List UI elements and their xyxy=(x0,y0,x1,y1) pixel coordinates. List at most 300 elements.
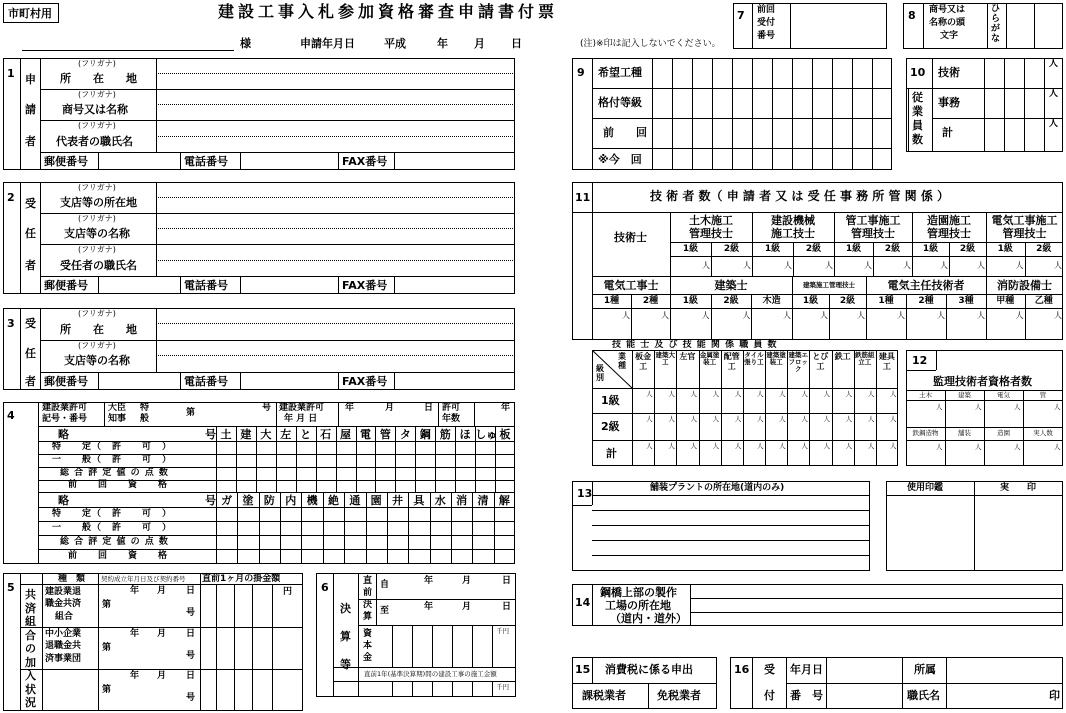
s11-group-3-l2: 管理技士 xyxy=(927,227,971,240)
trade2-header-12: 清 xyxy=(477,494,489,507)
skilled-row-3: 計 xyxy=(606,447,617,460)
s16-name-field[interactable] xyxy=(948,685,1046,707)
trade-header-8: 管 xyxy=(379,428,391,441)
skilled-nin-6-1: 人 xyxy=(779,415,786,423)
s1-company-field[interactable] xyxy=(158,105,513,119)
s14-label2: 工場の所在地 xyxy=(605,599,671,612)
box8-hiragana: ひらがな xyxy=(991,4,1001,44)
skilled-trade-6: 建築塗装工 xyxy=(766,351,786,366)
trade-header-7: 電 xyxy=(359,428,371,441)
s5-day-0: 日 xyxy=(186,586,196,596)
s6-to-month: 月 xyxy=(462,602,472,612)
s6-c1-2: 前 xyxy=(363,588,373,598)
s11-row2-nin-2: 人 xyxy=(701,311,710,320)
s3-postal-label: 郵便番号 xyxy=(44,375,88,388)
s11-group-0-g1: 1級 xyxy=(682,244,699,254)
s2-furigana-2: (フリガナ) xyxy=(78,214,116,223)
skilled-nin-1-1: 人 xyxy=(668,415,675,423)
skilled-trade-11: 建具工 xyxy=(878,352,895,371)
s5-year-2: 年 xyxy=(130,671,140,681)
s4-number: 4 xyxy=(7,409,15,422)
s6-capital-3: 金 xyxy=(363,653,373,663)
s5-r1-l3: 組合 xyxy=(55,612,74,622)
skilled-trade-7: 建築エフロック xyxy=(788,351,808,373)
box7-label3: 番号 xyxy=(757,31,776,41)
trade-header-11: 筋 xyxy=(439,428,451,441)
skilled-nin-4-1: 人 xyxy=(734,415,742,423)
trade2-header-4: 機 xyxy=(306,494,318,507)
skilled-nin-10-1: 人 xyxy=(867,415,875,423)
s4-row-ippan-1: 一 般（ 許 可 ） xyxy=(52,455,173,465)
s11-row2-nin-7: 人 xyxy=(897,311,905,320)
s11-row2-sub-3: 2級 xyxy=(723,296,739,306)
trade-header-3: 左 xyxy=(280,428,292,441)
s6-c1-1: 直 xyxy=(363,576,373,586)
s9-desired-trade: 希望工種 xyxy=(598,66,642,79)
s1-furigana-3: (フリガナ) xyxy=(78,121,116,130)
skilled-nin-8-1: 人 xyxy=(823,415,830,423)
skilled-corner-trade: 業種 xyxy=(618,352,626,370)
s2-fax-field[interactable] xyxy=(395,277,513,293)
seal-real-label: 実 印 xyxy=(1000,483,1037,493)
s1-company-label: 商号又は名称 xyxy=(62,103,128,116)
s5-go-1: 号 xyxy=(186,651,196,661)
s10-side-1: 従 xyxy=(912,91,923,104)
s11-row2-group-4: 消防設備士 xyxy=(997,279,1052,292)
s14-factory-field[interactable] xyxy=(692,586,1061,624)
s5-dai-2: 第 xyxy=(102,685,112,695)
s4-years-label1: 許可 xyxy=(442,403,461,413)
s4-go-label-2: 号 xyxy=(205,494,216,507)
s16-number-label: 番 号 xyxy=(790,689,823,702)
s12-col2-3: 実人数 xyxy=(1033,429,1053,437)
s5-side-3: 合 xyxy=(25,628,36,642)
s4-governor: 知事 xyxy=(108,414,127,424)
year-label: 年 xyxy=(437,37,448,50)
s6-note: 直前1年(基準決算期)間の建設工事の施工金額 xyxy=(364,670,497,678)
s6-number: 6 xyxy=(321,581,329,594)
s1-postal-field[interactable] xyxy=(99,153,179,169)
box7-label1: 前回 xyxy=(757,5,776,15)
s3-side-3: 者 xyxy=(25,375,36,388)
s4-abbr-label-2: 略 xyxy=(58,494,69,507)
s3-branch-name-field[interactable] xyxy=(158,356,513,370)
s3-phone-field[interactable] xyxy=(241,373,337,389)
s11-group-2-g2: 2級 xyxy=(884,244,901,254)
s11-row2-group-1: 建築士 xyxy=(714,279,748,292)
s14-number: 14 xyxy=(575,596,591,609)
s12-nin2-0: 人 xyxy=(936,443,943,451)
skilled-nin-11-0: 人 xyxy=(890,390,897,398)
s5-day-1: 日 xyxy=(186,629,196,639)
trade2-header-10: 水 xyxy=(434,494,446,507)
s11-group-2-nin1: 人 xyxy=(864,261,872,270)
trade-header-14: 板 xyxy=(499,428,511,441)
s10-tech: 技術 xyxy=(938,66,960,79)
s1-furigana-2: (フリガナ) xyxy=(78,90,116,99)
skilled-nin-11-1: 人 xyxy=(890,415,897,423)
s3-phone-label: 電話番号 xyxy=(184,375,228,388)
s11-group-0-l1: 土木施工 xyxy=(689,214,733,227)
s5-yen: 円 xyxy=(283,587,293,597)
s4-date-label1: 建設業許可 xyxy=(279,403,325,413)
s2-postal-field[interactable] xyxy=(99,277,179,293)
s15-title: 消費税に係る申出 xyxy=(605,663,693,676)
section-11 xyxy=(572,182,1063,340)
s11-number: 11 xyxy=(575,191,591,204)
s6-from-day: 日 xyxy=(502,576,512,586)
s12-title: 監理技術者資格者数 xyxy=(933,375,1032,388)
s10-nin-2: 人 xyxy=(1049,89,1059,99)
box-8 xyxy=(903,3,1063,49)
s11-group-4-nin1: 人 xyxy=(1015,261,1024,270)
s4-go: 号 xyxy=(262,403,272,413)
s4-go-label-1: 号 xyxy=(205,428,216,441)
s11-group-2-nin2: 人 xyxy=(903,261,911,270)
s11-row2-sub-1: 2種 xyxy=(642,296,659,306)
s5-number: 5 xyxy=(7,581,15,594)
seal-used-label: 使用印鑑 xyxy=(907,483,944,493)
trade2-header-7: 園 xyxy=(370,494,382,507)
skilled-nin-9-2: 人 xyxy=(845,442,853,450)
s4-minister: 大臣 xyxy=(108,403,127,413)
s6-c1-3: 決 xyxy=(363,600,373,610)
s3-fax-field[interactable] xyxy=(395,373,513,389)
s2-branch-address-field[interactable] xyxy=(158,198,513,212)
s16-number: 16 xyxy=(734,663,750,676)
s3-address-label: 所 在 地 xyxy=(60,323,137,336)
s10-total: 計 xyxy=(942,126,953,139)
skilled-nin-10-2: 人 xyxy=(867,442,875,450)
s3-address-field[interactable] xyxy=(158,324,513,338)
s6-thousand-1: 千円 xyxy=(496,627,509,635)
trade2-header-2: 防 xyxy=(263,494,275,507)
s12-nin2-1: 人 xyxy=(975,443,982,451)
s5-year-0: 年 xyxy=(130,586,140,596)
skilled-nin-2-1: 人 xyxy=(690,415,697,423)
s4-nen: 年 xyxy=(501,403,511,413)
s16-name-label: 職氏名 xyxy=(907,689,940,702)
s1-rep-label: 代表者の職氏名 xyxy=(56,135,133,148)
s5-col-type: 種 類 xyxy=(58,574,86,584)
s11-group-1-l1: 建設機械 xyxy=(771,214,815,227)
s11-title: 技 術 者 数（ 申 請 者 又 は 受 任 事 務 所 管 関 係 ） xyxy=(650,189,950,203)
s5-r2-l1: 中小企業 xyxy=(45,629,82,639)
s4-row-score-2: 総 合 評 定 値 の 点 数 xyxy=(60,537,169,547)
s2-furigana-1: (フリガナ) xyxy=(78,183,116,192)
s1-fax-field[interactable] xyxy=(395,153,513,169)
s1-furigana-1: (フリガナ) xyxy=(78,59,116,68)
s11-group-3-nin1: 人 xyxy=(940,261,948,270)
trade-header-10: 鋼 xyxy=(419,428,431,441)
skilled-nin-4-0: 人 xyxy=(734,390,742,398)
trade-header-0: 土 xyxy=(220,428,232,441)
skilled-nin-3-1: 人 xyxy=(712,415,720,423)
s11-row2-sub-8: 2種 xyxy=(918,296,934,306)
addressee-line xyxy=(22,50,234,51)
trade-header-2: 大 xyxy=(260,428,272,441)
s12-col2-1: 舗装 xyxy=(958,429,971,437)
s5-col-monthly: 直前1ヶ月の掛金額 xyxy=(202,574,281,584)
trade-header-5: 石 xyxy=(320,428,332,441)
skilled-nin-6-0: 人 xyxy=(779,390,786,398)
box7-number: 7 xyxy=(737,9,745,22)
s15-exempt-option[interactable]: 免税業者 xyxy=(657,689,701,702)
s11-group-4-g2: 2級 xyxy=(1036,244,1052,254)
s5-side-4: の xyxy=(25,642,36,655)
s5-col-contract: 契約成立年月日及び契約番号 xyxy=(101,575,186,583)
trade2-header-5: 絶 xyxy=(327,494,339,507)
s1-phone-field[interactable] xyxy=(241,153,337,169)
s15-taxable-option[interactable]: 課税業者 xyxy=(582,689,626,702)
trade2-header-6: 通 xyxy=(349,494,361,507)
s3-postal-field[interactable] xyxy=(99,373,179,389)
s9-previous: 前 回 xyxy=(603,126,647,139)
s2-furigana-3: (フリガナ) xyxy=(78,245,116,254)
skilled-trade-4: 配管工 xyxy=(723,352,740,371)
s4-row-score-1: 総 合 評 定 値 の 点 数 xyxy=(60,468,169,478)
s6-from: 自 xyxy=(380,580,390,590)
s2-branch-name-field[interactable] xyxy=(158,229,513,243)
s2-number: 2 xyxy=(7,191,15,204)
s9-number: 9 xyxy=(577,66,585,79)
s5-side-0: 共 xyxy=(25,588,36,601)
s5-r2-l2: 退職金共 xyxy=(45,641,82,651)
skilled-nin-1-2: 人 xyxy=(668,442,675,450)
note-text: (注)※印は記入しないでください。 xyxy=(580,39,721,49)
date-label: 申請年月日 xyxy=(300,37,355,50)
s12-col1-0: 土木 xyxy=(919,391,932,399)
s2-phone-field[interactable] xyxy=(241,277,337,293)
s11-row2-group-0: 電気工事士 xyxy=(603,279,659,292)
skilled-nin-7-2: 人 xyxy=(801,442,808,450)
s11-group-1-g1: 1級 xyxy=(764,244,781,254)
s11-row2-sub-6: 2級 xyxy=(839,296,856,306)
trade2-header-13: 解 xyxy=(498,494,510,507)
s3-furigana-2: (フリガナ) xyxy=(78,341,116,350)
skilled-nin-7-1: 人 xyxy=(801,415,808,423)
s11-group-1-l2: 施工技士 xyxy=(771,227,815,240)
month-label: 月 xyxy=(474,37,485,50)
skilled-trade-9: 鉄工 xyxy=(834,352,851,361)
seal-used-field[interactable] xyxy=(888,497,972,569)
trade2-header-9: 具 xyxy=(413,494,425,507)
s5-side-5: 加 xyxy=(25,655,36,669)
s11-group-1-g2: 2級 xyxy=(805,244,822,254)
skilled-nin-1-0: 人 xyxy=(668,390,675,398)
s2-postal-label: 郵便番号 xyxy=(44,279,88,292)
s2-phone-label: 電話番号 xyxy=(184,279,228,292)
s6-c1-4: 算 xyxy=(363,612,373,622)
skilled-nin-6-2: 人 xyxy=(779,442,786,450)
s2-side-3: 者 xyxy=(25,259,36,272)
page-title: 建設工事入札参加資格審査申請書付票 xyxy=(218,2,559,21)
trade2-header-0: ガ xyxy=(221,494,233,507)
skilled-trade-0: 板金工 xyxy=(635,352,652,371)
s6-capital-2: 本 xyxy=(363,641,373,651)
day-label: 日 xyxy=(511,37,522,50)
box8-label1: 商号又は xyxy=(929,5,966,15)
skilled-nin-11-2: 人 xyxy=(890,442,897,450)
s6-side-2: 算 xyxy=(340,630,351,643)
s4-month: 月 xyxy=(385,403,395,413)
s12-col1-2: 電気 xyxy=(997,391,1010,399)
s4-license-label2: 記号・番号 xyxy=(42,414,88,424)
s11-group-1-nin2: 人 xyxy=(825,261,833,270)
s5-dai-1: 第 xyxy=(102,643,112,653)
s12-col1-3: 管 xyxy=(1039,391,1047,399)
s11-row2-nin-8: 人 xyxy=(937,311,945,320)
s2-agent-field[interactable] xyxy=(158,261,513,275)
s10-side-2: 業 xyxy=(912,105,923,118)
s11-row2-nin-1: 人 xyxy=(661,311,669,320)
trade-header-4: と xyxy=(300,428,312,441)
skilled-nin-4-2: 人 xyxy=(734,442,742,450)
s3-furigana-1: (フリガナ) xyxy=(78,309,116,318)
skilled-nin-8-2: 人 xyxy=(823,442,830,450)
era-label: 平成 xyxy=(384,37,406,50)
s11-row2-sub-4: 木造 xyxy=(762,296,781,306)
skilled-trade-3: 金属塗装工 xyxy=(699,351,720,366)
s11-row2-nin-10: 人 xyxy=(1015,311,1024,320)
s10-number: 10 xyxy=(910,66,926,79)
s1-side-3: 者 xyxy=(25,135,36,148)
s4-general: 般 xyxy=(140,414,150,424)
skilled-trade-8: とび工 xyxy=(812,352,829,371)
s12-col2-0: 鉄鋼造物 xyxy=(912,429,939,437)
s4-dai: 第 xyxy=(186,408,196,418)
s16-date-label: 年月日 xyxy=(790,663,823,676)
trade-header-9: タ xyxy=(399,428,411,441)
s16-receive: 受 xyxy=(764,663,775,676)
s11-group-4-nin2: 人 xyxy=(1054,261,1062,270)
s11-group-3-g2: 2級 xyxy=(959,244,976,254)
s11-tech-label: 技術士 xyxy=(614,231,647,244)
s11-group-2-l2: 管理技士 xyxy=(851,227,895,240)
skilled-nin-0-1: 人 xyxy=(646,415,653,423)
s3-number: 3 xyxy=(7,317,15,330)
s1-side-1: 申 xyxy=(25,73,36,86)
s6-side-3: 等 xyxy=(340,658,351,671)
seal-real-field[interactable] xyxy=(976,497,1061,569)
trade2-header-8: 井 xyxy=(392,494,404,507)
s11-row2-nin-4: 人 xyxy=(783,311,791,320)
s4-license-label1: 建設業許可 xyxy=(42,403,88,413)
s6-side-1: 決 xyxy=(340,602,351,615)
skilled-trade-2: 左官 xyxy=(679,352,696,361)
box8-label3: 文字 xyxy=(940,31,959,41)
skilled-row-2: 2級 xyxy=(601,420,620,433)
s12-nin2-3: 人 xyxy=(1054,443,1061,451)
skilled-nin-2-0: 人 xyxy=(690,390,697,398)
s5-side-1: 済 xyxy=(25,601,36,615)
prev-receipt-number-field[interactable] xyxy=(792,6,882,46)
s5-side-6: 入 xyxy=(25,669,36,682)
s11-row2-sub-9: 3種 xyxy=(958,296,974,306)
s2-branch-name-label: 支店等の名称 xyxy=(64,227,130,240)
s4-years-label2: 年数 xyxy=(442,414,461,424)
s3-branch-name-label: 支店等の名称 xyxy=(64,354,130,367)
s16-number-field[interactable] xyxy=(828,685,900,707)
s11-row2-nin-6: 人 xyxy=(857,311,865,320)
s1-rep-field[interactable] xyxy=(158,137,513,151)
s11-row2-sub-11: 乙種 xyxy=(1034,296,1053,306)
s4-year: 年 xyxy=(345,403,355,413)
skilled-row-1: 1級 xyxy=(601,394,620,407)
s3-fax-label: FAX番号 xyxy=(342,375,388,388)
s11-row2-group-2: 建築施工管理技士 xyxy=(803,281,855,289)
s2-side-2: 任 xyxy=(25,227,36,240)
s1-fax-label: FAX番号 xyxy=(342,155,388,168)
s11-group-1-nin1: 人 xyxy=(784,261,792,270)
s11-group-4-g1: 1級 xyxy=(997,244,1013,254)
skilled-corner-grade: 級別 xyxy=(596,364,604,382)
s12-nin2-2: 人 xyxy=(1014,443,1021,451)
s1-address-field[interactable] xyxy=(158,74,513,88)
s10-side-3: 員 xyxy=(912,119,923,132)
s13-number: 13 xyxy=(577,487,593,500)
s11-group-0-g2: 2級 xyxy=(723,244,740,254)
s14-label3: （道内・道外） xyxy=(610,612,687,625)
s11-group-3-nin2: 人 xyxy=(977,261,985,270)
s16-date-field[interactable] xyxy=(828,659,900,681)
s10-office: 事務 xyxy=(938,96,960,109)
trade-header-6: 屋 xyxy=(340,428,352,441)
s11-group-4-l1: 電気工事施工 xyxy=(991,214,1058,227)
s11-group-0-nin1: 人 xyxy=(702,261,710,270)
skilled-nin-0-0: 人 xyxy=(646,390,653,398)
skilled-trade-10: 鉄筋組立工 xyxy=(854,351,875,366)
s6-to: 至 xyxy=(380,606,390,616)
s5-month-0: 月 xyxy=(157,586,167,596)
trade2-header-1: 塗 xyxy=(242,494,254,507)
skilled-nin-10-0: 人 xyxy=(867,390,875,398)
s11-group-3-g1: 1級 xyxy=(922,244,939,254)
skilled-nin-3-0: 人 xyxy=(712,390,720,398)
s13-plant-address-field[interactable] xyxy=(594,496,868,569)
s11-row2-group-3: 電気主任技術者 xyxy=(887,279,965,292)
s12-col2-2: 造園 xyxy=(997,429,1010,437)
s11-row2-sub-0: 1種 xyxy=(603,296,620,306)
s11-row2-nin-9: 人 xyxy=(977,311,985,320)
s6-to-day: 日 xyxy=(502,602,512,612)
s11-row2-sub-7: 1種 xyxy=(878,296,894,306)
s5-side-8: 況 xyxy=(25,696,36,709)
s11-row2-sub-10: 甲種 xyxy=(996,296,1015,306)
skilled-trade-1: 建築大工 xyxy=(655,351,675,366)
skilled-nin-7-0: 人 xyxy=(801,390,808,398)
s5-r1-l2: 職金共済 xyxy=(45,599,82,609)
s11-group-3-l1: 造園施工 xyxy=(927,214,971,227)
s6-thousand-2: 千円 xyxy=(496,683,509,691)
s15-number: 15 xyxy=(575,663,591,676)
s1-phone-label: 電話番号 xyxy=(184,155,228,168)
s11-group-4-l2: 管理技士 xyxy=(1002,227,1047,240)
s10-nin-3: 人 xyxy=(1049,119,1059,129)
s4-day: 日 xyxy=(424,403,434,413)
skilled-nin-5-1: 人 xyxy=(757,415,764,423)
box8-label2: 名称の頭 xyxy=(929,18,966,28)
skilled-nin-3-2: 人 xyxy=(712,442,720,450)
s5-month-1: 月 xyxy=(157,629,167,639)
s16-dept-field[interactable] xyxy=(948,659,1061,681)
s1-address-label: 所 在 地 xyxy=(60,72,137,85)
trade2-header-3: 内 xyxy=(285,494,297,507)
s16-attach: 付 xyxy=(764,689,775,702)
s5-go-0: 号 xyxy=(186,608,196,618)
skilled-nin-8-0: 人 xyxy=(823,390,830,398)
s6-from-month: 月 xyxy=(462,576,472,586)
